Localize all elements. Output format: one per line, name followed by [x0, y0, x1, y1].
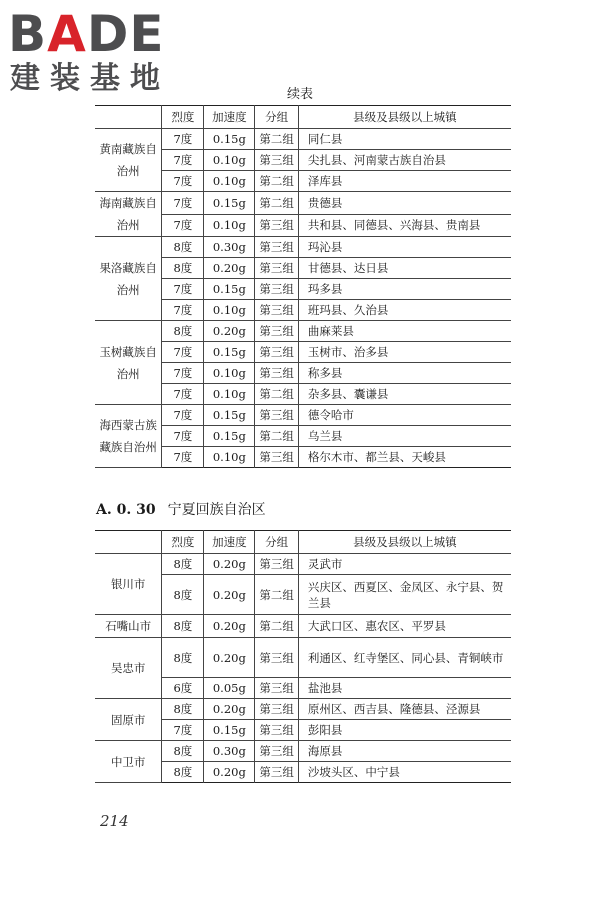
towns-cell: 盐池县 [298, 678, 511, 699]
table-row [95, 129, 511, 150]
acceleration-cell: 0.05g [204, 678, 255, 699]
group-cell: 第二组 [255, 192, 299, 215]
towns-cell: 格尔木市、都兰县、天峻县 [298, 447, 511, 468]
table-row [95, 192, 511, 215]
intensity-cell: 7度 [162, 342, 204, 363]
table-row [95, 554, 511, 575]
intensity-cell: 8度 [162, 615, 204, 638]
region-cell: 黄南藏族自治州 [95, 129, 162, 192]
region-cell: 玉树藏族自治州 [95, 321, 162, 405]
acceleration-cell: 0.10g [204, 363, 255, 384]
intensity-cell: 8度 [162, 741, 204, 762]
group-cell: 第三组 [255, 720, 299, 741]
intensity-cell: 7度 [162, 150, 204, 171]
towns-cell: 沙坡头区、中宁县 [298, 762, 511, 783]
group-cell: 第三组 [255, 405, 299, 426]
acceleration-cell: 0.20g [204, 258, 255, 279]
table-row [95, 615, 511, 638]
logo-letter: B [8, 5, 48, 63]
acceleration-cell: 0.10g [204, 214, 255, 237]
intensity-cell: 7度 [162, 129, 204, 150]
intensity-cell: 7度 [162, 363, 204, 384]
column-header: 加速度 [204, 106, 255, 129]
table-caption: 续表 [286, 87, 313, 102]
towns-cell: 灵武市 [298, 554, 511, 575]
group-cell: 第二组 [255, 575, 299, 615]
column-header: 烈度 [162, 531, 204, 554]
intensity-cell: 8度 [162, 699, 204, 720]
intensity-cell: 7度 [162, 384, 204, 405]
acceleration-cell: 0.15g [204, 405, 255, 426]
acceleration-cell: 0.20g [204, 554, 255, 575]
region-cell: 吴忠市 [95, 638, 162, 699]
group-cell: 第二组 [255, 129, 299, 150]
group-cell: 第三组 [255, 678, 299, 699]
towns-cell: 乌兰县 [298, 426, 511, 447]
intensity-cell: 7度 [162, 279, 204, 300]
region-cell: 果洛藏族自治州 [95, 237, 162, 321]
group-cell: 第三组 [255, 447, 299, 468]
towns-cell: 共和县、同德县、兴海县、贵南县 [298, 214, 511, 237]
table-row [95, 405, 511, 426]
group-cell: 第三组 [255, 638, 299, 678]
acceleration-cell: 0.15g [204, 279, 255, 300]
group-cell: 第三组 [255, 300, 299, 321]
logo-letter: A [47, 5, 87, 63]
acceleration-cell: 0.20g [204, 699, 255, 720]
acceleration-cell: 0.15g [204, 129, 255, 150]
group-cell: 第三组 [255, 214, 299, 237]
group-cell: 第二组 [255, 615, 299, 638]
group-cell: 第三组 [255, 279, 299, 300]
intensity-cell: 7度 [162, 214, 204, 237]
towns-cell: 兴庆区、西夏区、金凤区、永宁县、贺兰县 [298, 575, 511, 615]
group-cell: 第三组 [255, 699, 299, 720]
acceleration-cell: 0.30g [204, 237, 255, 258]
intensity-cell: 8度 [162, 762, 204, 783]
towns-cell: 海原县 [298, 741, 511, 762]
intensity-cell: 6度 [162, 678, 204, 699]
group-cell: 第三组 [255, 321, 299, 342]
towns-cell: 玛多县 [298, 279, 511, 300]
towns-cell: 玛沁县 [298, 237, 511, 258]
logo-text-cn: 建装基地 [10, 61, 170, 96]
region-cell: 银川市 [95, 554, 162, 615]
acceleration-cell: 0.15g [204, 426, 255, 447]
logo-letter: E [129, 5, 165, 63]
group-cell: 第三组 [255, 150, 299, 171]
header-row [95, 106, 511, 129]
table-row [95, 638, 511, 678]
towns-cell: 大武口区、惠农区、平罗县 [298, 615, 511, 638]
group-cell: 第二组 [255, 384, 299, 405]
intensity-cell: 8度 [162, 258, 204, 279]
region-cell: 石嘴山市 [95, 615, 162, 638]
acceleration-cell: 0.20g [204, 615, 255, 638]
column-header: 烈度 [162, 106, 204, 129]
column-header: 县级及县级以上城镇 [298, 531, 511, 554]
region-cell: 海西蒙古族藏族自治州 [95, 405, 162, 468]
towns-cell: 彭阳县 [298, 720, 511, 741]
logo-letter: D [86, 5, 130, 63]
group-cell: 第三组 [255, 237, 299, 258]
acceleration-cell: 0.20g [204, 321, 255, 342]
region-cell: 中卫市 [95, 741, 162, 783]
intensity-cell: 7度 [162, 192, 204, 215]
acceleration-cell: 0.10g [204, 384, 255, 405]
intensity-cell: 7度 [162, 447, 204, 468]
section-number: A. 0. 30 [96, 502, 156, 518]
group-cell: 第三组 [255, 342, 299, 363]
seismic-table-ningxia [95, 530, 511, 783]
intensity-cell: 7度 [162, 426, 204, 447]
towns-cell: 尖扎县、河南蒙古族自治县 [298, 150, 511, 171]
intensity-cell: 7度 [162, 171, 204, 192]
group-cell: 第三组 [255, 363, 299, 384]
region-cell: 固原市 [95, 699, 162, 741]
intensity-cell: 8度 [162, 237, 204, 258]
intensity-cell: 7度 [162, 300, 204, 321]
acceleration-cell: 0.10g [204, 150, 255, 171]
group-cell: 第二组 [255, 171, 299, 192]
towns-cell: 贵德县 [298, 192, 511, 215]
towns-cell: 甘德县、达日县 [298, 258, 511, 279]
section-heading [96, 499, 266, 519]
column-header [95, 531, 162, 554]
group-cell: 第三组 [255, 554, 299, 575]
intensity-cell: 8度 [162, 638, 204, 678]
column-header: 分组 [255, 106, 299, 129]
towns-cell: 泽库县 [298, 171, 511, 192]
acceleration-cell: 0.20g [204, 762, 255, 783]
group-cell: 第三组 [255, 741, 299, 762]
section-title: 宁夏回族自治区 [167, 502, 266, 518]
logo-text-en [8, 6, 165, 62]
towns-cell: 称多县 [298, 363, 511, 384]
column-header: 分组 [255, 531, 299, 554]
group-cell: 第三组 [255, 762, 299, 783]
region-cell: 海南藏族自治州 [95, 192, 162, 237]
acceleration-cell: 0.15g [204, 720, 255, 741]
table-row [95, 699, 511, 720]
table-row [95, 321, 511, 342]
page-number: 214 [100, 812, 129, 830]
table-row [95, 237, 511, 258]
column-header: 县级及县级以上城镇 [298, 106, 511, 129]
intensity-cell: 8度 [162, 554, 204, 575]
towns-cell: 同仁县 [298, 129, 511, 150]
intensity-cell: 7度 [162, 720, 204, 741]
intensity-cell: 7度 [162, 405, 204, 426]
intensity-cell: 8度 [162, 575, 204, 615]
towns-cell: 玉树市、治多县 [298, 342, 511, 363]
acceleration-cell: 0.10g [204, 300, 255, 321]
seismic-table-qinghai [95, 105, 511, 468]
towns-cell: 班玛县、久治县 [298, 300, 511, 321]
column-header: 加速度 [204, 531, 255, 554]
column-header [95, 106, 162, 129]
towns-cell: 杂多县、囊谦县 [298, 384, 511, 405]
towns-cell: 曲麻莱县 [298, 321, 511, 342]
intensity-cell: 8度 [162, 321, 204, 342]
acceleration-cell: 0.15g [204, 342, 255, 363]
towns-cell: 原州区、西吉县、隆德县、泾源县 [298, 699, 511, 720]
acceleration-cell: 0.30g [204, 741, 255, 762]
towns-cell: 德令哈市 [298, 405, 511, 426]
group-cell: 第三组 [255, 258, 299, 279]
header-row [95, 531, 511, 554]
acceleration-cell: 0.15g [204, 192, 255, 215]
towns-cell: 利通区、红寺堡区、同心县、青铜峡市 [298, 638, 511, 678]
group-cell: 第二组 [255, 426, 299, 447]
acceleration-cell: 0.10g [204, 171, 255, 192]
acceleration-cell: 0.10g [204, 447, 255, 468]
acceleration-cell: 0.20g [204, 575, 255, 615]
acceleration-cell: 0.20g [204, 638, 255, 678]
table-row [95, 741, 511, 762]
